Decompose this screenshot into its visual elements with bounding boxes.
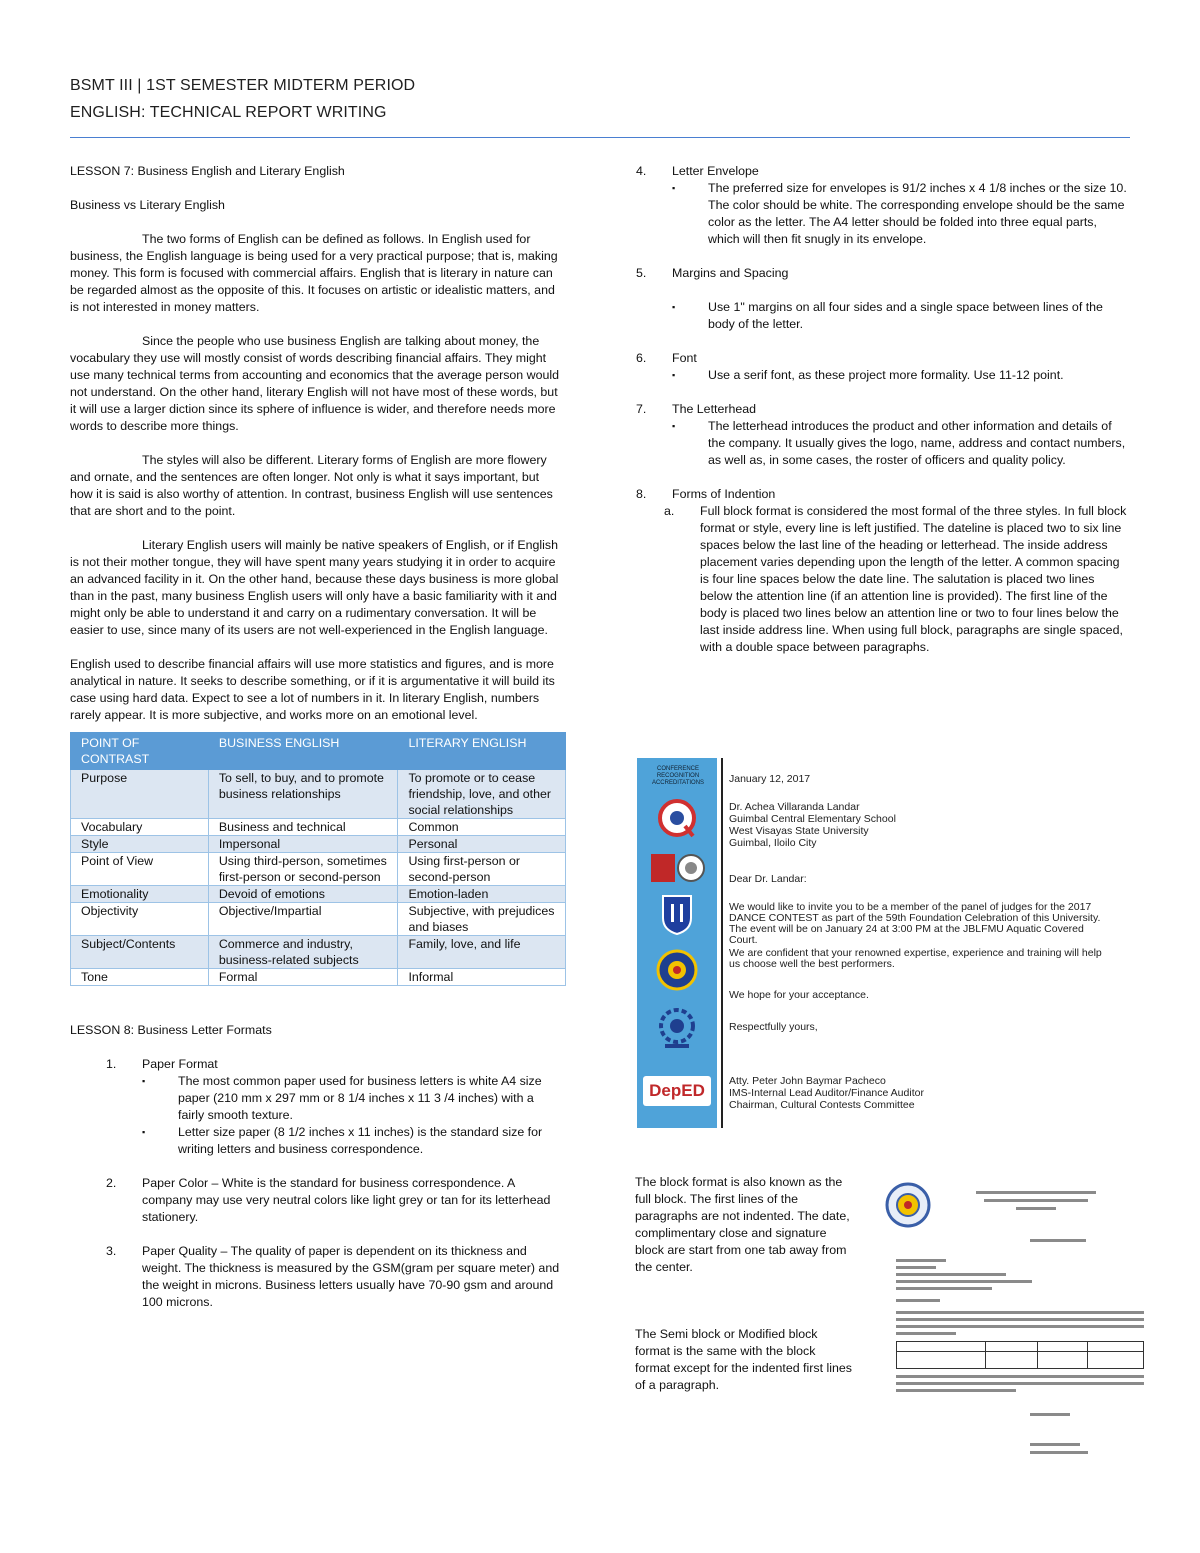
table-cell: Formal <box>208 969 398 986</box>
letter-city: Guimbal, Iloilo City <box>729 837 817 849</box>
list-item <box>600 401 1130 469</box>
list-number: 7. <box>636 402 647 416</box>
table-cell: Personal <box>398 836 566 853</box>
paragraph: Literary English users will mainly be native speakers of English, or if English is not their mother tongue, they will have spent many years studying it in order to acquire an advanced facility in it. On the other hand, because these days business is more global than in the past, many business English users will only have a basic familiarity with it and might only be able to understand it and carry on a rudimentary conversation. It will be easier to use, since many of its users are not well-experienced in the English language. <box>70 538 559 637</box>
list-number: 1. <box>106 1057 117 1071</box>
table-cell: Impersonal <box>208 836 398 853</box>
table-cell: Objectivity <box>71 903 209 936</box>
list-number: 4. <box>636 164 647 178</box>
header-course: BSMT III | 1ST SEMESTER MIDTERM PERIOD <box>70 77 416 94</box>
letter-signer: Atty. Peter John Baymar Pacheco <box>729 1075 886 1087</box>
list-number: 6. <box>636 351 647 365</box>
list-item <box>600 163 1130 248</box>
certification-logos-icon <box>649 846 705 890</box>
letter-date: January 12, 2017 <box>729 773 811 785</box>
bullet-text: Use 1" margins on all four sides and a single space between lines of the body of the letter. <box>708 300 1103 331</box>
bullet-item <box>142 1124 562 1158</box>
lesson7-title: LESSON 7: Business English and Literary English <box>70 164 345 178</box>
table-cell: Subjective, with prejudices and biases <box>398 903 566 936</box>
letter-org: West Visayas State University <box>729 825 869 837</box>
sub-list-text: Full block format is considered the most formal of the three styles. In full block format or style, every line is left justified. The dateline is placed two to six line spaces below the last line of the heading or letterhead. The inside address placement varies depending upon the length of the letter. A common spacing is four line spaces below the date line. The salutation is placed two lines below the attention line (if an attention line is provided). The first line of the body is placed two lines below an attention line or two to four lines below the last inside address line. When using full block, paragraphs are single spaced, with a double space between paragraphs. <box>700 504 1127 654</box>
table-cell: Style <box>71 836 209 853</box>
bullet-list <box>672 367 1130 384</box>
square-bullet-icon: ▪ <box>672 421 676 431</box>
paragraph: The styles will also be different. Literary forms of English are more flowery and ornate, and the sentences are often longer. Not only is what it says important, but how it is said is also worthy of attention. In contrast, business English will use sentences that are short and to the point. <box>70 453 553 518</box>
lesson8-title: LESSON 8: Business Letter Formats <box>70 1023 272 1037</box>
lesson7-subtitle: Business vs Literary English <box>70 198 225 212</box>
table-cell: Informal <box>398 969 566 986</box>
list-item-text: Paper Color – White is the standard for business correspondence. A company may use very neutral colors like light grey or tan for its letterhead stationery. <box>142 1176 551 1224</box>
bullet-list <box>672 180 1130 248</box>
list-item <box>600 350 1130 384</box>
sample-block-letter-image <box>637 758 1117 1128</box>
letter-format-list <box>70 1056 562 1311</box>
table-header-cell: LITERARY ENGLISH <box>398 733 566 770</box>
list-item-title: The Letterhead <box>672 402 757 416</box>
letter-signer-title: IMS-Internal Lead Auditor/Finance Auditor <box>729 1087 924 1099</box>
table-cell: To sell, to buy, and to promote business relationships <box>208 770 398 819</box>
document-header <box>70 72 1130 126</box>
table-cell: To promote or to cease friendship, love, and other social relationships <box>398 770 566 819</box>
table-cell: Devoid of emotions <box>208 886 398 903</box>
table-row <box>71 853 566 886</box>
letter-signer-title: Chairman, Cultural Contests Committee <box>729 1099 915 1111</box>
bullet-text: Use a serif font, as these project more formality. Use 11-12 point. <box>708 368 1064 382</box>
sample-semi-block-letter-image <box>866 1175 1148 1465</box>
list-number: 8. <box>636 487 647 501</box>
bullet-item <box>672 180 1130 248</box>
square-bullet-icon: ▪ <box>672 302 676 312</box>
letter-salutation: Dear Dr. Landar: <box>729 873 807 885</box>
bullet-text: Letter size paper (8 1/2 inches x 11 inches) is the standard size for writing letters and business correspondence. <box>178 1125 543 1156</box>
table-row <box>71 903 566 936</box>
table-cell: Point of View <box>71 853 209 886</box>
letter-body: We would like to invite you to be a member of the panel of judges for the 2017 DANCE CONTEST as part of the 59th Foundation Celebration of this University. The event will be on January 24 at 3:00 PM at the JBLFMU Aquatic Covered Court. <box>729 901 1101 946</box>
paragraph: English used to describe financial affairs will use more statistics and figures, and is more analytical in nature. It seeks to describe something, or if it is argumentative it will build its case using hard data. Expect to see a lot of numbers in it. In literary English, numbers rarely appear. It is more subjective, and works more on an emotional level. <box>70 657 555 722</box>
table-header-cell: POINT OF CONTRAST <box>71 733 209 770</box>
bullet-item <box>672 418 1130 469</box>
sidebar-caption: CONFERENCE RECOGNITION ACCREDITATIONS <box>651 766 705 786</box>
header-divider <box>70 137 1130 138</box>
list-item-title: Margins and Spacing <box>672 266 789 280</box>
list-item <box>600 265 1130 333</box>
square-bullet-icon: ▪ <box>142 1076 146 1086</box>
letter-closing: Respectfully yours, <box>729 1021 818 1033</box>
bullet-text: The letterhead introduces the product and other information and details of the company. It usually gives the logo, name, address and contact numbers, as well as, in some cases, the roster of officers and quality policy. <box>708 419 1126 467</box>
table-row <box>71 969 566 986</box>
table-row <box>71 819 566 836</box>
list-item-title: Paper Format <box>142 1057 218 1071</box>
header-subject: ENGLISH: TECHNICAL REPORT WRITING <box>70 104 387 121</box>
sub-list-item <box>600 503 1130 656</box>
table-cell: Using first-person or second-person <box>398 853 566 886</box>
table-row <box>71 886 566 903</box>
seal-logo-icon <box>649 948 705 992</box>
list-number: 2. <box>106 1176 117 1190</box>
bullet-list <box>672 299 1130 333</box>
list-number: 3. <box>106 1244 117 1258</box>
letter-body: We hope for your acceptance. <box>729 989 869 1001</box>
letter-divider <box>721 758 723 1128</box>
list-item <box>70 1175 562 1226</box>
table-cell: Common <box>398 819 566 836</box>
semi-block-description: The Semi block or Modified block format is the same with the block format except for the indented first lines of a paragraph. <box>635 1327 852 1392</box>
list-letter: a. <box>664 504 675 518</box>
bullet-item <box>142 1073 562 1124</box>
square-bullet-icon: ▪ <box>672 183 676 193</box>
contrast-table <box>70 732 566 986</box>
bullet-item <box>672 299 1130 333</box>
square-bullet-icon: ▪ <box>142 1127 146 1137</box>
university-logo-icon <box>649 796 705 840</box>
table-cell: Objective/Impartial <box>208 903 398 936</box>
list-number: 5. <box>636 266 647 280</box>
table-cell: Emotionality <box>71 886 209 903</box>
bullet-list <box>142 1073 562 1158</box>
paragraph: The two forms of English can be defined as follows. In English used for business, the English language is being used for a very practical purpose; that is, making money. This form is focused with commercial affairs. English that is literary in nature can be regarded almost as the opposite of this. It focuses on artistic or idealistic matters, and is not interested in money matters. <box>70 232 558 314</box>
bullet-list <box>672 418 1130 469</box>
table-cell: Tone <box>71 969 209 986</box>
table-cell: Subject/Contents <box>71 936 209 969</box>
table-row <box>71 770 566 819</box>
list-item <box>70 1056 562 1158</box>
shield-logo-icon <box>649 892 705 936</box>
list-item-text: Paper Quality – The quality of paper is dependent on its thickness and weight. The thickness is measured by the GSM(gram per square meter) and the weight in microns. Business letters usually have 70-90 gsm and around 100 microns. <box>142 1244 560 1309</box>
paragraph: Since the people who use business English are talking about money, the vocabulary they use will mostly consist of words describing financial affairs. They might use many technical terms from accounting and economics that the average person would not understand. On the other hand, literary English will not have most of these words, but it will use a larger diction since its sphere of influence is wider, and therefore needs more words to describe more things. <box>70 334 560 433</box>
table-cell: Emotion-laden <box>398 886 566 903</box>
list-item-title: Font <box>672 351 697 365</box>
list-item <box>70 1243 562 1311</box>
right-column <box>636 163 1130 656</box>
table-cell: Business and technical <box>208 819 398 836</box>
tesda-logo-icon <box>649 1006 705 1050</box>
letter-body: We are confident that your renowned expertise, experience and training will help us choose well the best performers. <box>729 947 1102 970</box>
table-cell: Using third-person, sometimes first-person or second-person <box>208 853 398 886</box>
block-format-description: The block format is also known as the full block. The first lines of the paragraphs are not indented. The date, complimentary close and signature block are start from one tab away from the center. <box>635 1175 850 1274</box>
table-row <box>71 936 566 969</box>
table-cell: Purpose <box>71 770 209 819</box>
bullet-item <box>672 367 1130 384</box>
letter-org: Guimbal Central Elementary School <box>729 813 896 825</box>
table-cell: Commerce and industry, business-related subjects <box>208 936 398 969</box>
account-table <box>896 1341 1144 1369</box>
table-cell: Family, love, and life <box>398 936 566 969</box>
bullet-text: The most common paper used for business letters is white A4 size paper (210 mm x 297 mm or 8 1/4 inches x 11 3 /4 inches) with a fairly smooth texture. <box>178 1074 542 1122</box>
letter-format-list-continued <box>600 163 1130 503</box>
list-item-title: Forms of Indention <box>672 487 776 501</box>
list-item <box>600 486 1130 503</box>
table-header-row <box>71 733 566 770</box>
letter-addressee: Dr. Achea Villaranda Landar <box>729 801 860 813</box>
table-cell: Vocabulary <box>71 819 209 836</box>
table-header-cell: BUSINESS ENGLISH <box>208 733 398 770</box>
left-column <box>70 163 562 1311</box>
square-bullet-icon: ▪ <box>672 370 676 380</box>
deped-logo: DepED <box>643 1076 711 1106</box>
table-row <box>71 836 566 853</box>
list-item-title: Letter Envelope <box>672 164 759 178</box>
bullet-text: The preferred size for envelopes is 91/2 inches x 4 1/8 inches or the size 10. The color should be white. The corresponding envelope should be the same color as the letter. The A4 letter should be folded into three equal parts, which will then fit snugly in its envelope. <box>708 181 1127 246</box>
university-seal-icon <box>884 1181 932 1234</box>
